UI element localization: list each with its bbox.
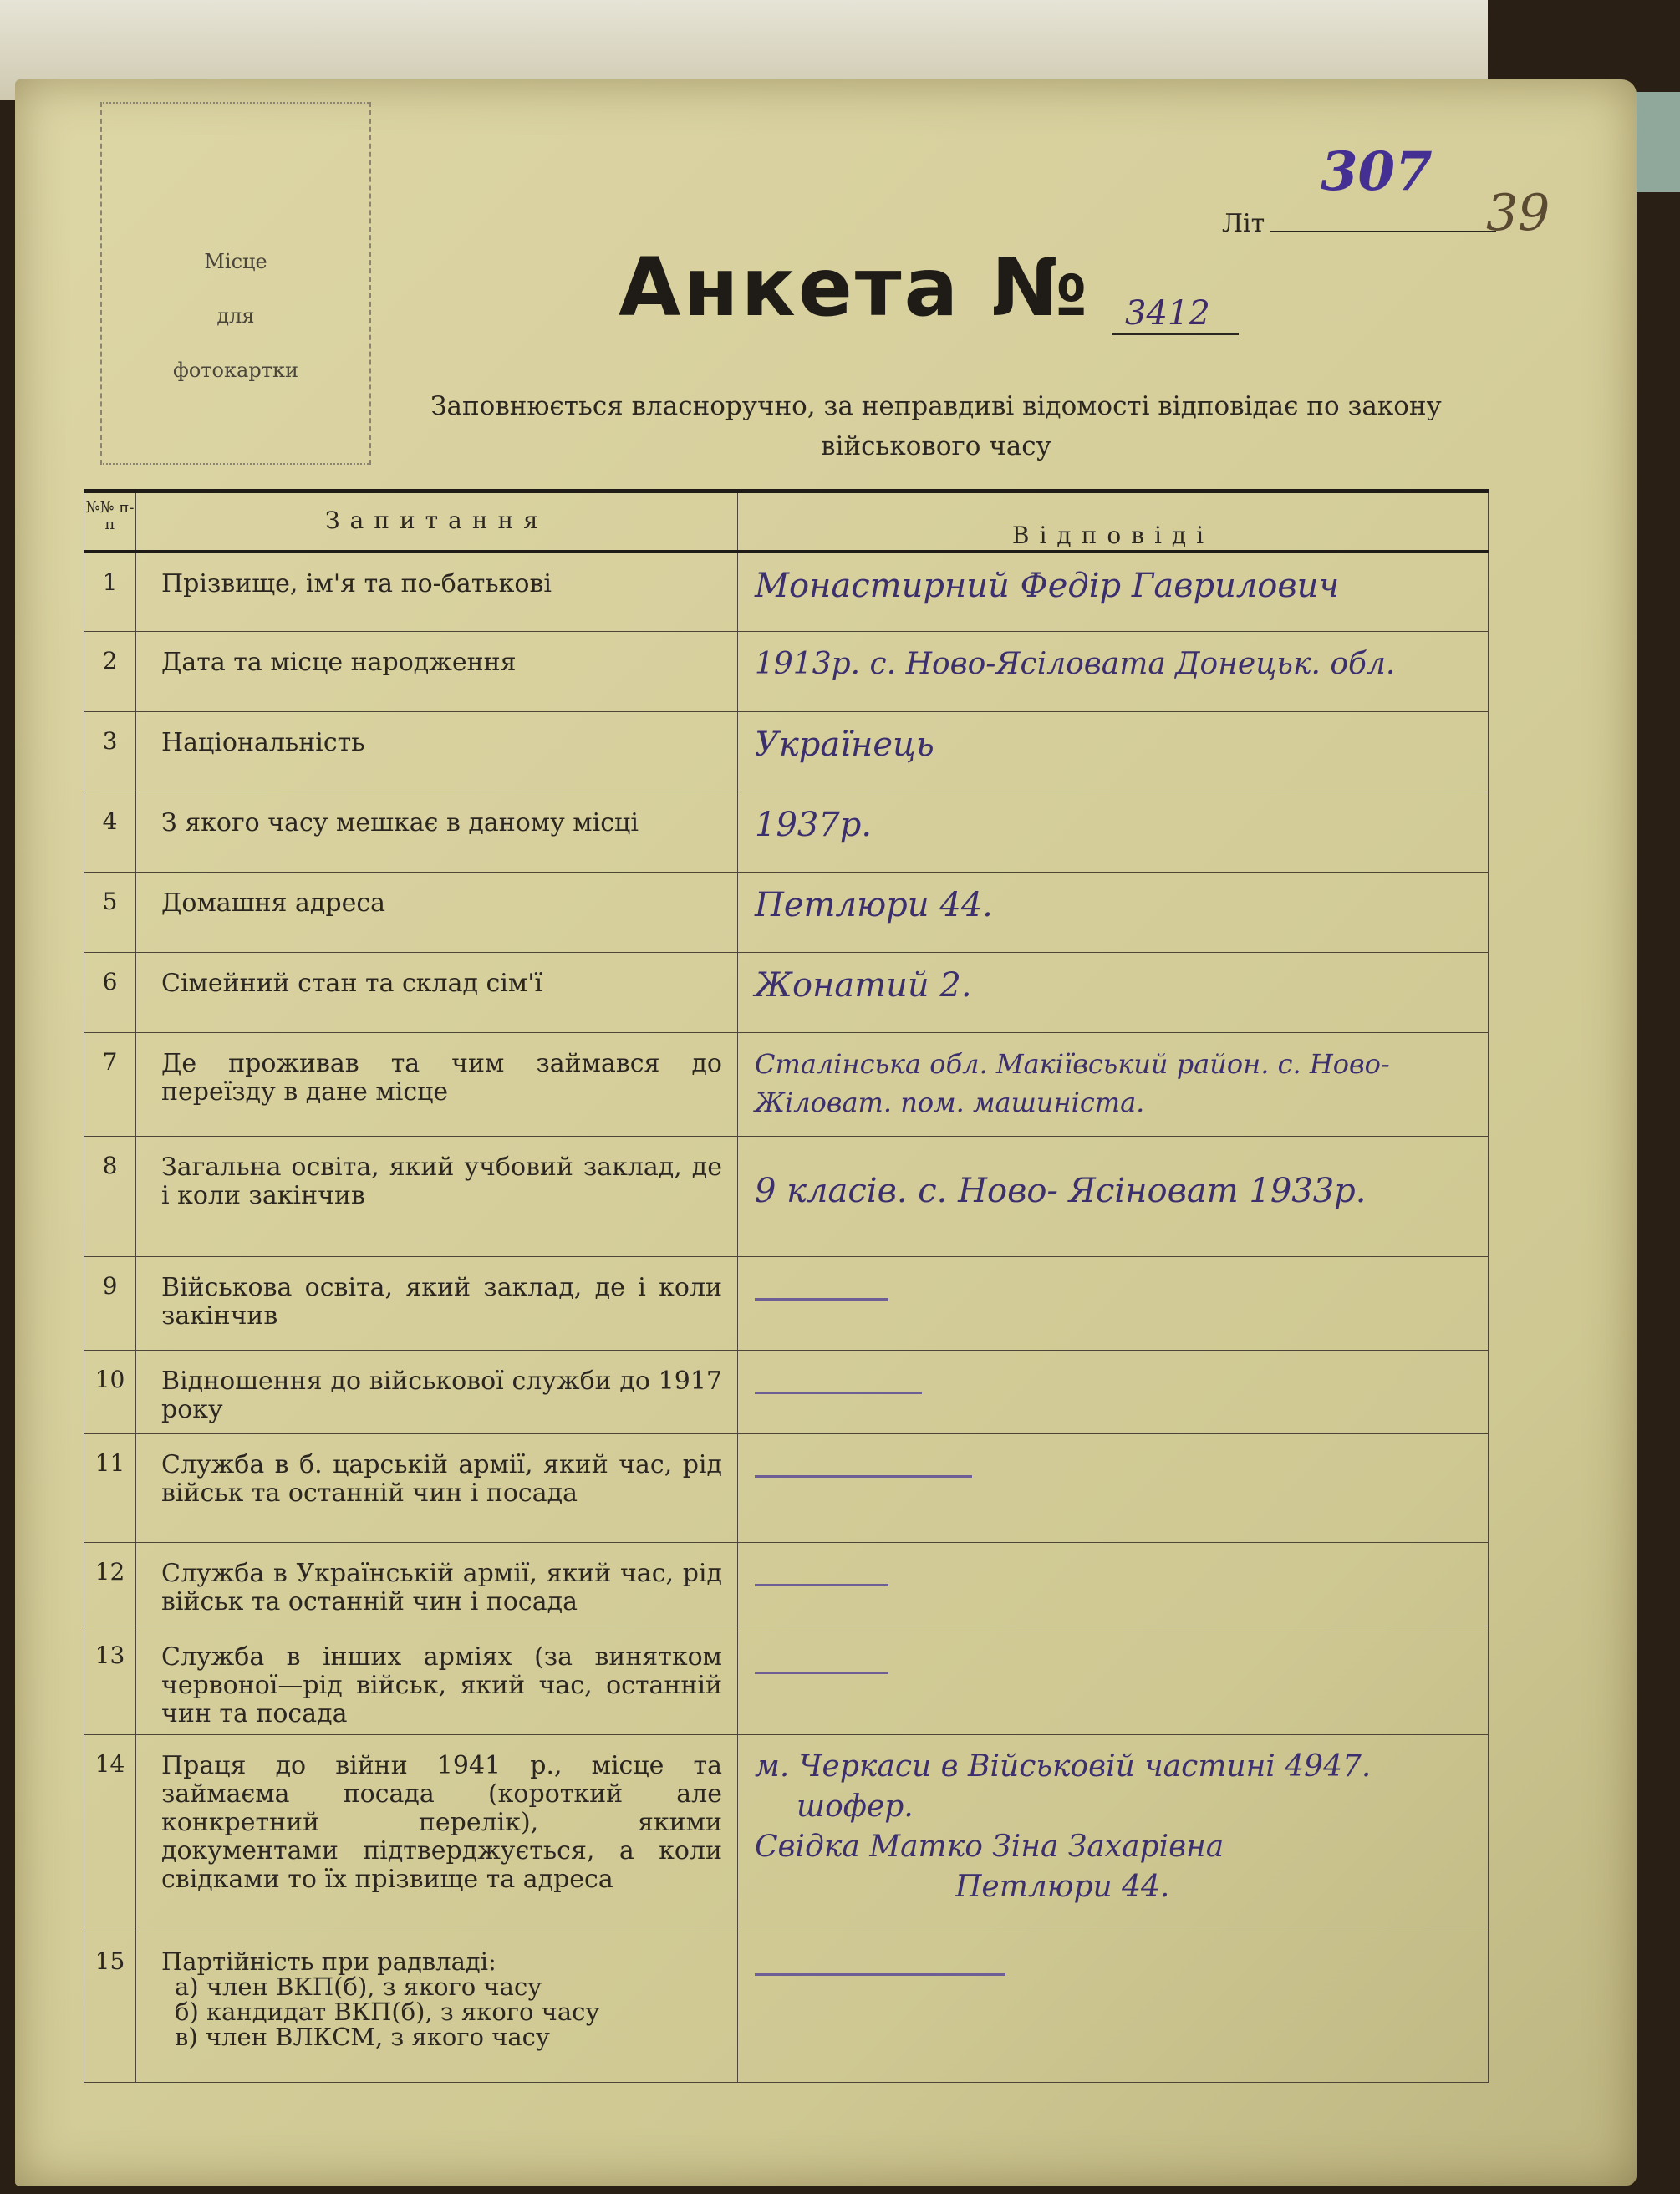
page-number: 39 — [1486, 184, 1550, 242]
row-question: Служба в інших арміях (за винятком червоної—рід військ, який час, останній чин та посада — [136, 1626, 738, 1735]
row-answer-blank — [738, 1626, 1489, 1735]
dash-mark — [755, 1298, 888, 1301]
dash-mark — [755, 1475, 972, 1478]
row-num: 4 — [84, 792, 136, 873]
row-num: 11 — [84, 1434, 136, 1543]
row-question-15 — [136, 1932, 738, 2083]
row-question: Де проживав та чим займався до переїзду в дане місце — [136, 1033, 738, 1137]
table-row — [84, 873, 1489, 953]
photo-label-line2: для — [216, 304, 255, 328]
table-row — [84, 1257, 1489, 1351]
row-answer: 1913р. с. Ново-Яcіловата Донецьк. обл. — [738, 632, 1489, 712]
dash-mark — [755, 1584, 888, 1586]
row-answer-14 — [738, 1735, 1489, 1932]
row-num: 1 — [84, 552, 136, 632]
dash-mark — [755, 1973, 1005, 1976]
header-question: Запитання — [136, 491, 738, 552]
row-question: Служба в Українській армії, який час, рід військ та останній чин і посада — [136, 1543, 738, 1626]
row-answer: Українець — [738, 712, 1489, 792]
table-row — [84, 552, 1489, 632]
row-question: Загальна освіта, який учбовий заклад, де і коли закінчив — [136, 1137, 738, 1257]
q15-line1: Партійність при радвладі: — [161, 1947, 496, 1976]
table-row — [84, 1932, 1489, 2083]
row-answer-blank — [738, 1257, 1489, 1351]
form-title: Анкета № — [619, 241, 1091, 334]
row-question: Дата та місце народження — [136, 632, 738, 712]
row-answer-blank — [738, 1543, 1489, 1626]
row-num: 3 — [84, 712, 136, 792]
row-answer: Жонатий 2. — [738, 953, 1489, 1033]
q15-line3: б) кандидат ВКП(б), з якого часу — [175, 1998, 600, 2026]
row-answer: 1937р. — [738, 792, 1489, 873]
row-num: 7 — [84, 1033, 136, 1137]
table-row — [84, 953, 1489, 1033]
answer14-line4: Петлюри 44. — [955, 1870, 1170, 1904]
row-answer-blank — [738, 1932, 1489, 2083]
table-row — [84, 632, 1489, 712]
row-answer-blank — [738, 1351, 1489, 1434]
row-question: Праця до війни 1941 р., місце та займаєма посада (короткий але конкретний перелік), якими документами підтверджується, а коли свідками то їх прізвище та адреса — [136, 1735, 738, 1932]
lit-underline — [1270, 231, 1496, 232]
dash-mark — [755, 1392, 922, 1394]
row-num: 13 — [84, 1626, 136, 1735]
header-answer: Відповіді — [738, 491, 1489, 552]
questionnaire-table — [84, 489, 1489, 2083]
row-question: Служба в б. царській армії, який час, рід військ та останній чин і посада — [136, 1434, 738, 1543]
row-answer: Сталінська обл. Макіївський район. с. Ново-Жіловат. пом. машиніста. — [738, 1033, 1489, 1137]
table-row — [84, 792, 1489, 873]
row-question: З якого часу мешкає в даному місці — [136, 792, 738, 873]
row-num: 9 — [84, 1257, 136, 1351]
lit-label: Літ — [1222, 209, 1265, 238]
form-number: 3412 — [1112, 294, 1239, 335]
row-num: 10 — [84, 1351, 136, 1434]
row-answer-blank — [738, 1434, 1489, 1543]
row-num: 15 — [84, 1932, 136, 2083]
row-answer: 9 класів. с. Ново- Ясіноват 1933р. — [738, 1137, 1489, 1257]
table-row — [84, 1543, 1489, 1626]
q15-line4: в) член ВЛКСМ, з якого часу — [175, 2023, 550, 2051]
row-num: 12 — [84, 1543, 136, 1626]
row-num: 6 — [84, 953, 136, 1033]
table-row — [84, 1033, 1489, 1137]
q15-line2: а) член ВКП(б), з якого часу — [175, 1973, 542, 2001]
row-answer: Петлюри 44. — [738, 873, 1489, 953]
subtitle-line1: Заповнюється власноручно, за неправдиві відомості відповідає по закону — [430, 391, 1442, 421]
table-row — [84, 1735, 1489, 1932]
row-question: Прізвище, ім'я та по-батькові — [136, 552, 738, 632]
row-question: Домашня адреса — [136, 873, 738, 953]
table-row — [84, 712, 1489, 792]
row-num: 14 — [84, 1735, 136, 1932]
row-num: 5 — [84, 873, 136, 953]
form-subtitle — [393, 386, 1479, 466]
archive-sheet-number: 307 — [1321, 140, 1433, 203]
subtitle-line2: військового часу — [821, 431, 1051, 461]
row-question: Військова освіта, який заклад, де і коли закінчив — [136, 1257, 738, 1351]
photo-placeholder — [100, 102, 371, 465]
row-answer: Монастирний Федір Гаврилович — [738, 552, 1489, 632]
row-num: 8 — [84, 1137, 136, 1257]
row-question: Сімейний стан та склад сім'ї — [136, 953, 738, 1033]
header-num: №№ п-п — [84, 491, 136, 552]
row-question: Національність — [136, 712, 738, 792]
answer14-line3: Свідка Матко Зіна Захарівна — [755, 1830, 1224, 1864]
table-row — [84, 1434, 1489, 1543]
row-question: Відношення до військової служби до 1917 року — [136, 1351, 738, 1434]
answer14-line1: м. Черкаси в Військовій частині 4947. — [755, 1749, 1372, 1784]
photo-label-line1: Місце — [204, 250, 267, 273]
table-row — [84, 1626, 1489, 1735]
table-row — [84, 1137, 1489, 1257]
answer14-line2: шофер. — [797, 1789, 914, 1824]
table-row — [84, 1351, 1489, 1434]
dash-mark — [755, 1672, 888, 1674]
row-num: 2 — [84, 632, 136, 712]
photo-label-line3: фотокартки — [173, 359, 298, 382]
